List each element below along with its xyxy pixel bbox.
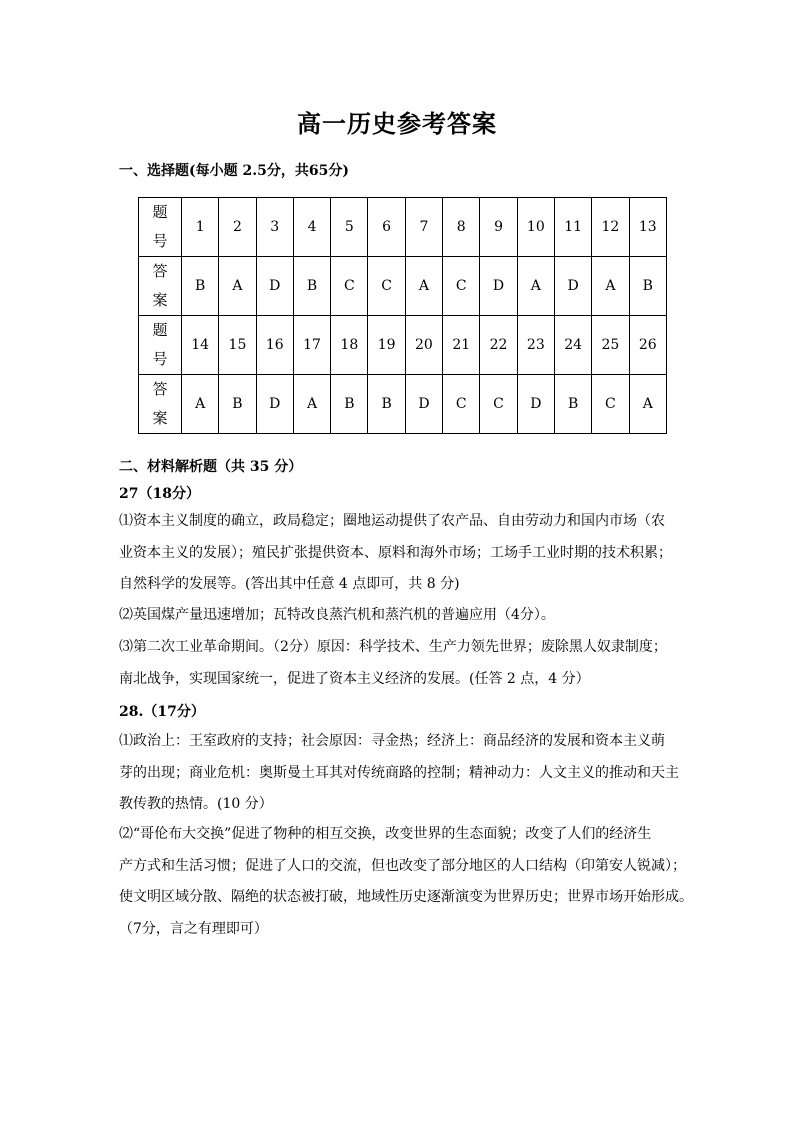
question-number: 15: [219, 316, 256, 375]
label-question-number: 题 号: [139, 316, 182, 375]
answer-cell: D: [480, 257, 517, 316]
text-line: ⑴政治上：王室政府的支持；社会原因：寻金热；经济上：商品经济的发展和资本主义萌: [119, 733, 665, 749]
answer-cell: B: [368, 375, 405, 434]
answer-cell: B: [331, 375, 368, 434]
answer-cell: C: [443, 375, 480, 434]
text-line: 自然科学的发展等。(答出其中任意 4 点即可，共 8 分): [119, 576, 460, 592]
question-number: 7: [405, 198, 442, 257]
text-line: ⑴资本主义制度的确立，政局稳定；圈地运动提供了农产品、自由劳动力和国内市场（农: [119, 513, 665, 529]
question-number: 22: [480, 316, 517, 375]
text-line: 芽的出现；商业危机：奥斯曼土耳其对传统商路的控制；精神动力：人文主义的推动和天主: [119, 764, 679, 781]
question-number: 13: [629, 198, 666, 257]
question-number: 17: [293, 316, 330, 375]
section1-heading: 一、选择题(每小题 2.5分，共65分): [119, 163, 349, 179]
question-number: 4: [293, 198, 330, 257]
text-line: ⑵“哥伦布大交换”促进了物种的相互交换，改变世界的生态面貌；改变了人们的经济生: [119, 826, 652, 842]
question-number: 5: [331, 198, 368, 257]
answer-cell: A: [629, 375, 666, 434]
answer-cell: B: [219, 375, 256, 434]
question-number: 9: [480, 198, 517, 257]
answer-cell: D: [256, 257, 293, 316]
answer-cell: C: [368, 257, 405, 316]
text-line: 业资本主义的发展）；殖民扩张提供资本、原料和海外市场；工场手工业时期的技术积累；: [119, 544, 672, 561]
question-number: 6: [368, 198, 405, 257]
text-line: 产方式和生活习惯；促进了人口的交流，但也改变了部分地区的人口结构（印第安人锐减）；: [119, 857, 686, 874]
answer-cell: A: [405, 257, 442, 316]
question-number: 2: [219, 198, 256, 257]
answer-cell: A: [293, 375, 330, 434]
q27-answer-part3: [119, 632, 699, 695]
answer-cell: C: [592, 375, 629, 434]
question-number: 11: [554, 198, 591, 257]
text-line: ⑶第二次工业革命期间。（2分）原因：科学技术、生产力领先世界；废除黑人奴隶制度；: [119, 639, 667, 655]
question-number: 12: [592, 198, 629, 257]
answer-cell: D: [256, 375, 293, 434]
question-number: 1: [182, 198, 219, 257]
page-title: 高一历史参考答案: [297, 109, 497, 138]
question-number: 23: [517, 316, 554, 375]
answer-cell: B: [293, 257, 330, 316]
question-number: 14: [182, 316, 219, 375]
answer-cell: B: [554, 375, 591, 434]
text-line: ⑵英国煤产量迅速增加；瓦特改良蒸汽机和蒸汽机的普遍应用（4分）。: [119, 607, 555, 623]
label-answer: 答 案: [139, 375, 182, 434]
question-number: 25: [592, 316, 629, 375]
answer-cell: C: [480, 375, 517, 434]
table-row: [139, 316, 667, 375]
question-number: 21: [443, 316, 480, 375]
q27-answer-part2: [119, 600, 699, 632]
answer-cell: A: [592, 257, 629, 316]
q27-answer-part1: [119, 506, 699, 601]
text-line: （7分，言之有理即可）: [119, 920, 268, 937]
section2-heading: 二、材料解析题（共 35 分）: [119, 459, 303, 475]
answer-cell: B: [629, 257, 666, 316]
question-number: 18: [331, 316, 368, 375]
answer-cell: A: [219, 257, 256, 316]
answer-cell: B: [182, 257, 219, 316]
question-28-heading: 28.（17分）: [119, 704, 205, 720]
table-row: [139, 375, 667, 434]
question-number: 10: [517, 198, 554, 257]
answer-cell: D: [517, 375, 554, 434]
table-row: [139, 198, 667, 257]
answer-cell: D: [554, 257, 591, 316]
q28-answer-part1: [119, 726, 699, 821]
table-row: [139, 257, 667, 316]
question-number: 8: [443, 198, 480, 257]
question-number: 16: [256, 316, 293, 375]
label-question-number: 题 号: [139, 198, 182, 257]
answer-table: [138, 197, 667, 434]
question-number: 19: [368, 316, 405, 375]
text-line: 使文明区域分散、隔绝的状态被打破，地域性历史逐渐演变为世界历史；世界市场开始形成。: [119, 889, 693, 905]
answer-cell: C: [443, 257, 480, 316]
answer-cell: A: [517, 257, 554, 316]
question-number: 3: [256, 198, 293, 257]
question-number: 20: [405, 316, 442, 375]
answer-cell: A: [182, 375, 219, 434]
question-number: 24: [554, 316, 591, 375]
q28-answer-part2: [119, 819, 699, 945]
label-answer: 答 案: [139, 257, 182, 316]
text-line: 南北战争，实现国家统一，促进了资本主义经济的发展。(任答 2 点，4 分）: [119, 670, 590, 687]
text-line: 教传教的热情。(10 分）: [119, 796, 273, 812]
question-number: 26: [629, 316, 666, 375]
answer-cell: D: [405, 375, 442, 434]
question-27-heading: 27（18分）: [119, 486, 200, 502]
answer-cell: C: [331, 257, 368, 316]
